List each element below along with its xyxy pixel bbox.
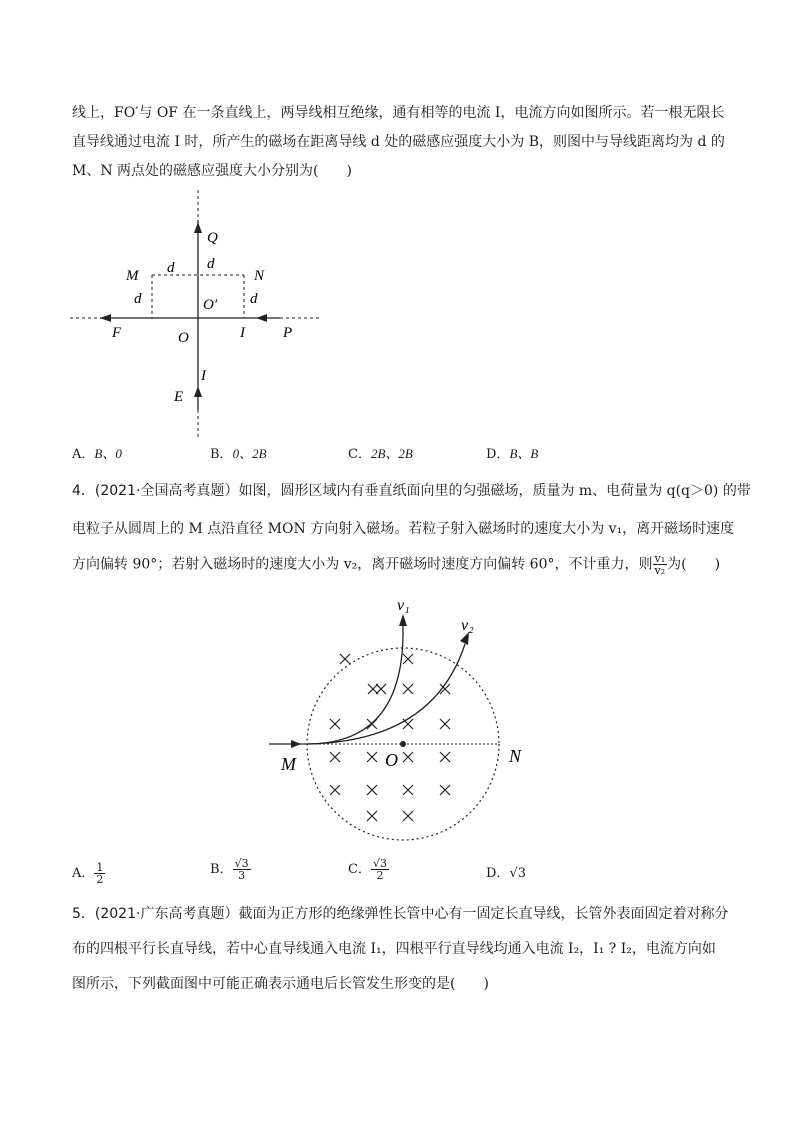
label-Q: Q	[207, 230, 218, 246]
q5-line-3: 图所示，下列截面图中可能正确表示通电后长管发生形变的是( )	[72, 976, 489, 992]
q4-option-d: D．√3	[486, 866, 526, 881]
q5-line-1: 5．(2021·广东高考真题）截面为正方形的绝缘弹性长管中心有一固定长直导线，长管外表面固定着对称分	[72, 906, 729, 922]
label-I-right: I	[240, 325, 245, 341]
q4-line-3: 方向偏转 90°；若射入磁场时的速度大小为 v₂，离开磁场时速度方向偏转 60°，不计重力，则 $\frac{\text{v₁}}{\text{v₂}}$ 为( )	[72, 552, 721, 577]
q3-line-3: M、N 两点处的磁感应强度大小分别为( )	[72, 163, 352, 179]
label-d-left-top: d	[167, 260, 175, 276]
label-E: E	[174, 389, 184, 405]
q4-option-c: C． $\frac{√3}{2}$	[348, 857, 387, 882]
q3-option-a: A．B、0	[72, 446, 122, 462]
label-M: M	[126, 268, 139, 284]
label-O-prime: O′	[203, 297, 218, 313]
v-ratio-fraction: $\frac{\text{v₁}}{\text{v₂}}$	[654, 552, 666, 577]
label-d-top: d	[207, 256, 215, 272]
q4-option-a: A． $\frac{1}{2}$	[72, 861, 104, 886]
q3-option-b: B．0、2B	[210, 446, 267, 462]
q4-figure	[255, 592, 545, 862]
label-P: P	[283, 325, 293, 341]
label-N: N	[254, 268, 265, 284]
label-O: O	[385, 750, 398, 770]
label-M: M	[281, 754, 296, 774]
label-v2: v₂	[461, 617, 474, 634]
q5-header: 5．(2021·广东高考真题）	[72, 906, 239, 922]
label-d-left: d	[134, 291, 142, 307]
q3-figure	[60, 190, 320, 440]
q3-line-1: 线上，FO′与 OF 在一条直线上，两导线相互绝缘，通有相等的电流 I，电流方向如图所示。若一根无限长	[72, 105, 725, 121]
label-N: N	[509, 746, 522, 766]
label-d-right: d	[250, 291, 258, 307]
q4-line-1: 4．(2021·全国高考真题）如图，圆形区域内有垂直纸面向里的匀强磁场，质量为 m、电荷量为 q(q＞0) 的带	[72, 483, 751, 499]
q4-option-b: B． $\frac{√3}{3}$	[210, 857, 249, 882]
q5-line-2: 布的四根平行长直导线，若中心直导线通入电流 I₁，四根平行直导线均通入电流 I₂，I₁ ? I₂，电流方向如	[72, 941, 716, 957]
q3-option-d: D．B、B	[486, 446, 539, 462]
q4-header: 4．(2021·全国高考真题）	[72, 483, 239, 499]
label-I-bottom: I	[201, 368, 206, 384]
q4-line-2: 电粒子从圆周上的 M 点沿直径 MON 方向射入磁场。若粒子射入磁场时的速度大小为 v₁，离开磁场时速度	[72, 521, 735, 537]
label-F: F	[112, 325, 122, 341]
q3-line-2: 直导线通过电流 I 时，所产生的磁场在距离导线 d 处的磁感应强度大小为 B，则图中与导线距离均为 d 的	[72, 134, 725, 150]
label-v1: v₁	[397, 597, 410, 614]
label-O: O	[178, 330, 189, 346]
q3-option-c: C．2B、2B	[348, 446, 413, 462]
